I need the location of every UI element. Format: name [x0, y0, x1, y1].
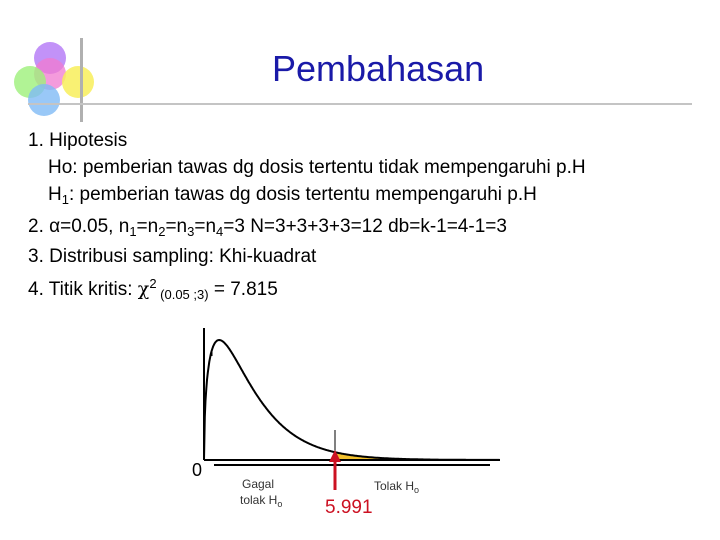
accept-label-line1: Gagal [242, 477, 275, 491]
decorative-vertical-line [80, 38, 83, 122]
chi-superscript: 2 [149, 276, 157, 291]
critical-value-text: = 7.815 [208, 279, 278, 300]
alpha-text: 2. α=0.05, n [28, 216, 130, 237]
sampling-distribution: 3. Distribusi sampling: Khi-kuadrat [28, 246, 317, 267]
yellow-circle [62, 66, 94, 98]
origin-label: 0 [192, 460, 203, 480]
alternative-hypothesis-text: : pemberian tawas dg dosis tertentu mempengaruhi p.H [68, 184, 537, 205]
eq-n2: =n [136, 216, 159, 237]
critical-value-label: 5.991 [325, 497, 373, 518]
n-and-df-text: =3 N=3+3+3+3=12 db=k-1=4-1=3 [223, 216, 507, 237]
critical-point-line [28, 276, 278, 302]
accept-label-text: tolak H [240, 493, 278, 507]
subscript-4: 4 [216, 224, 224, 239]
title-underline [28, 103, 692, 105]
alternative-hypothesis [48, 184, 537, 207]
h-letter: H [48, 184, 62, 205]
blue-circle [28, 84, 60, 116]
eq-n3: =n [165, 216, 188, 237]
slide-title: Pembahasan [272, 48, 485, 89]
reject-label-text: Tolak H [374, 479, 415, 493]
chi-symbol: χ [137, 278, 150, 300]
eq-n4: =n [194, 216, 217, 237]
chi-subscript: (0.05 ;3) [156, 287, 209, 302]
reject-label [374, 479, 419, 495]
critical-point-label: 4. Titik kritis: [28, 279, 138, 300]
null-hypothesis: Ho: pemberian tawas dg dosis tertentu tidak mempengaruhi p.H [48, 157, 586, 178]
subscript-3: 3 [187, 224, 195, 239]
subscript-2: 2 [158, 224, 166, 239]
decorative-circles-logo [8, 40, 100, 132]
density-curve [204, 340, 500, 460]
h-subscript: 1 [61, 192, 69, 207]
subscript-1: 1 [129, 224, 137, 239]
reject-label-sub: o [414, 485, 420, 495]
accept-label-line2 [240, 493, 282, 509]
hypothesis-heading: 1. Hipotesis [28, 130, 128, 151]
accept-label-sub: o [277, 499, 283, 509]
parameters-line [28, 216, 507, 239]
chi-square-chart [190, 320, 510, 530]
